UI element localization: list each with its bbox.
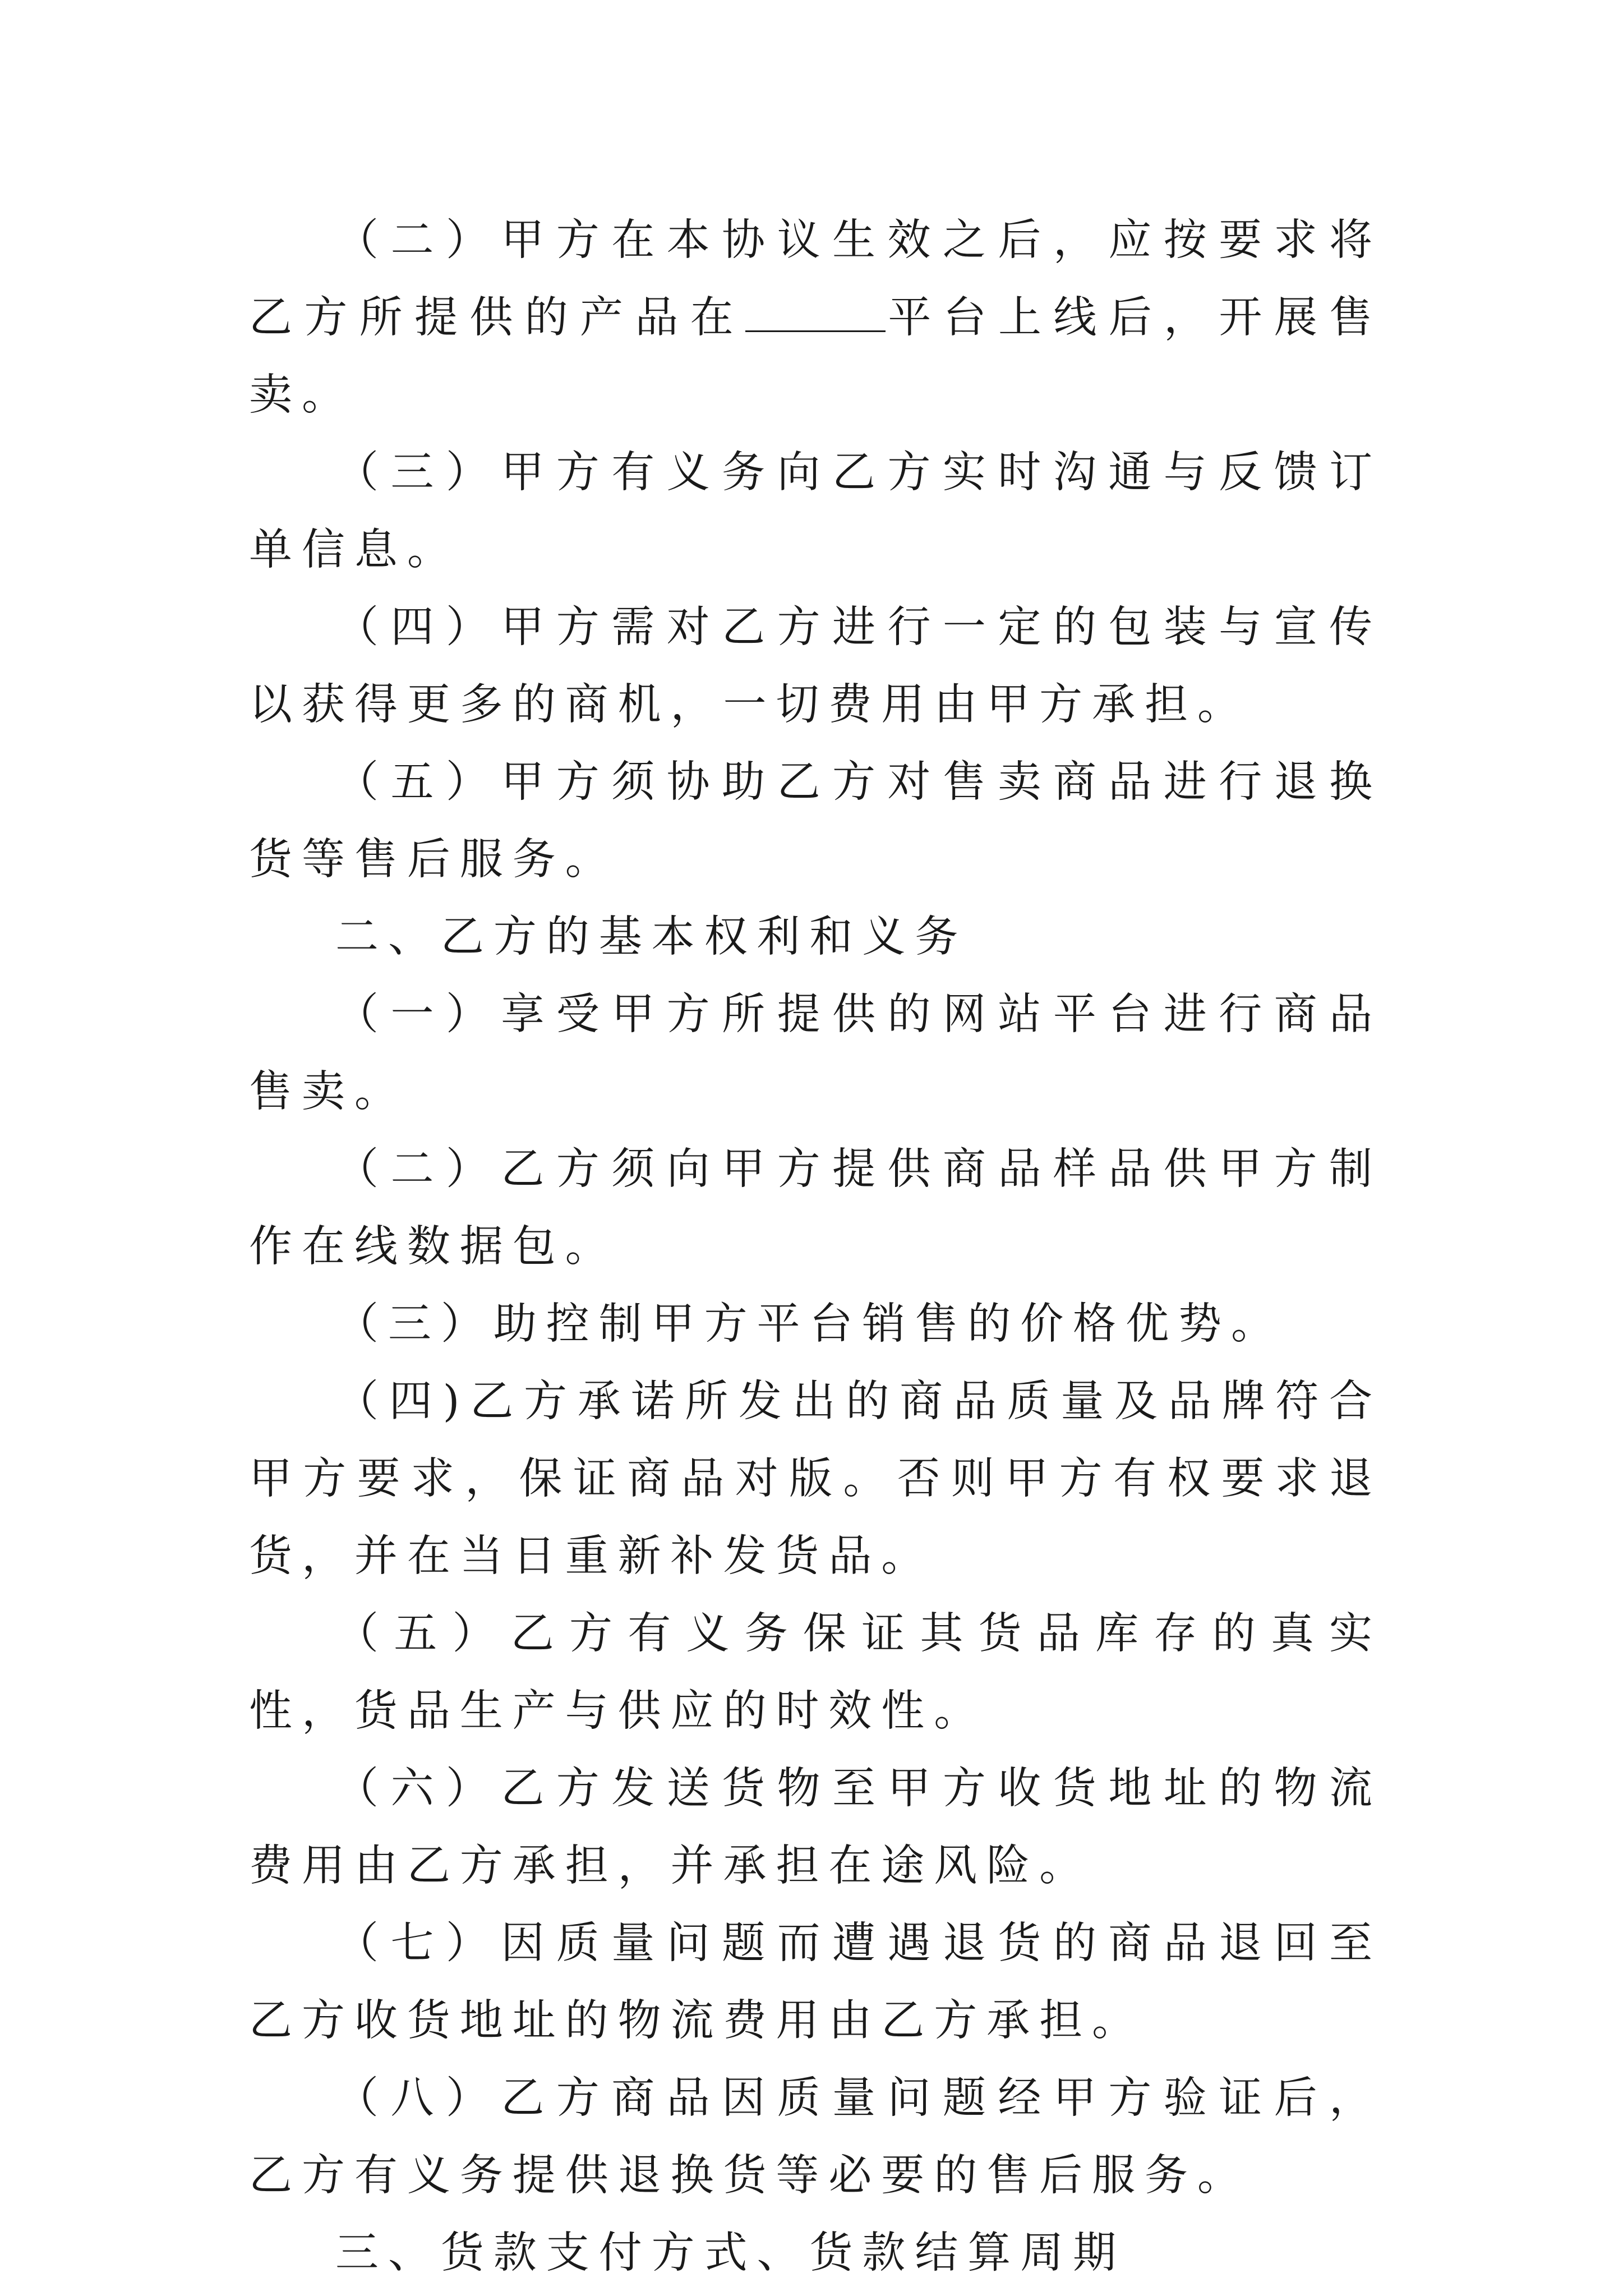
paragraph-text-continued: 平台上线后，开展售卖。 — [249, 293, 1382, 420]
paragraph-party-b-obligation-2: （二）乙方须向甲方提供商品样品供甲方制作在线数据包。 — [249, 1144, 1382, 1272]
paragraph-party-a-obligation-4: （四）甲方需对乙方进行一定的包装与宣传以获得更多的商机，一切费用由甲方承担。 — [249, 602, 1382, 730]
paragraph-party-a-obligation-3: （三）甲方有义务向乙方实时沟通与反馈订单信息。 — [249, 448, 1382, 575]
paragraph-party-a-obligation-2 — [249, 202, 1382, 434]
paragraph-party-b-obligation-3: （三）助控制甲方平台销售的价格优势。 — [335, 1299, 1284, 1349]
section-heading-payment: 三、货款支付方式、货款结算周期 — [335, 2228, 1126, 2278]
paragraph-text: （二）甲方在本协议生效之后，应按要求将乙方所提供的产品在 — [249, 215, 1382, 343]
document-body — [249, 202, 1382, 2292]
paragraph-party-b-obligation-5: （五）乙方有义务保证其货品库存的真实性，货品生产与供应的时效性。 — [249, 1609, 1382, 1736]
paragraph-party-b-obligation-7: （七）因质量问题而遭遇退货的商品退回至乙方收货地址的物流费用由乙方承担。 — [249, 1918, 1382, 2046]
paragraph-party-b-obligation-6: （六）乙方发送货物至甲方收货地址的物流费用由乙方承担，并承担在途风险。 — [249, 1764, 1382, 1891]
paragraph-party-b-obligation-8: （八）乙方商品因质量问题经甲方验证后，乙方有义务提供退换货等必要的售后服务。 — [249, 2073, 1382, 2201]
paragraph-party-b-right-1: （一）享受甲方所提供的网站平台进行商品售卖。 — [249, 990, 1382, 1117]
paragraph-party-a-obligation-5: （五）甲方须协助乙方对售卖商品进行退换货等售后服务。 — [249, 757, 1382, 885]
paragraph-party-b-obligation-4: （四)乙方承诺所发出的商品质量及品牌符合甲方要求，保证商品对版。否则甲方有权要求退货，并在当日重新补发货品。 — [249, 1377, 1382, 1581]
section-heading-party-b: 二、乙方的基本权利和义务 — [335, 912, 968, 962]
platform-name-blank — [745, 292, 886, 332]
